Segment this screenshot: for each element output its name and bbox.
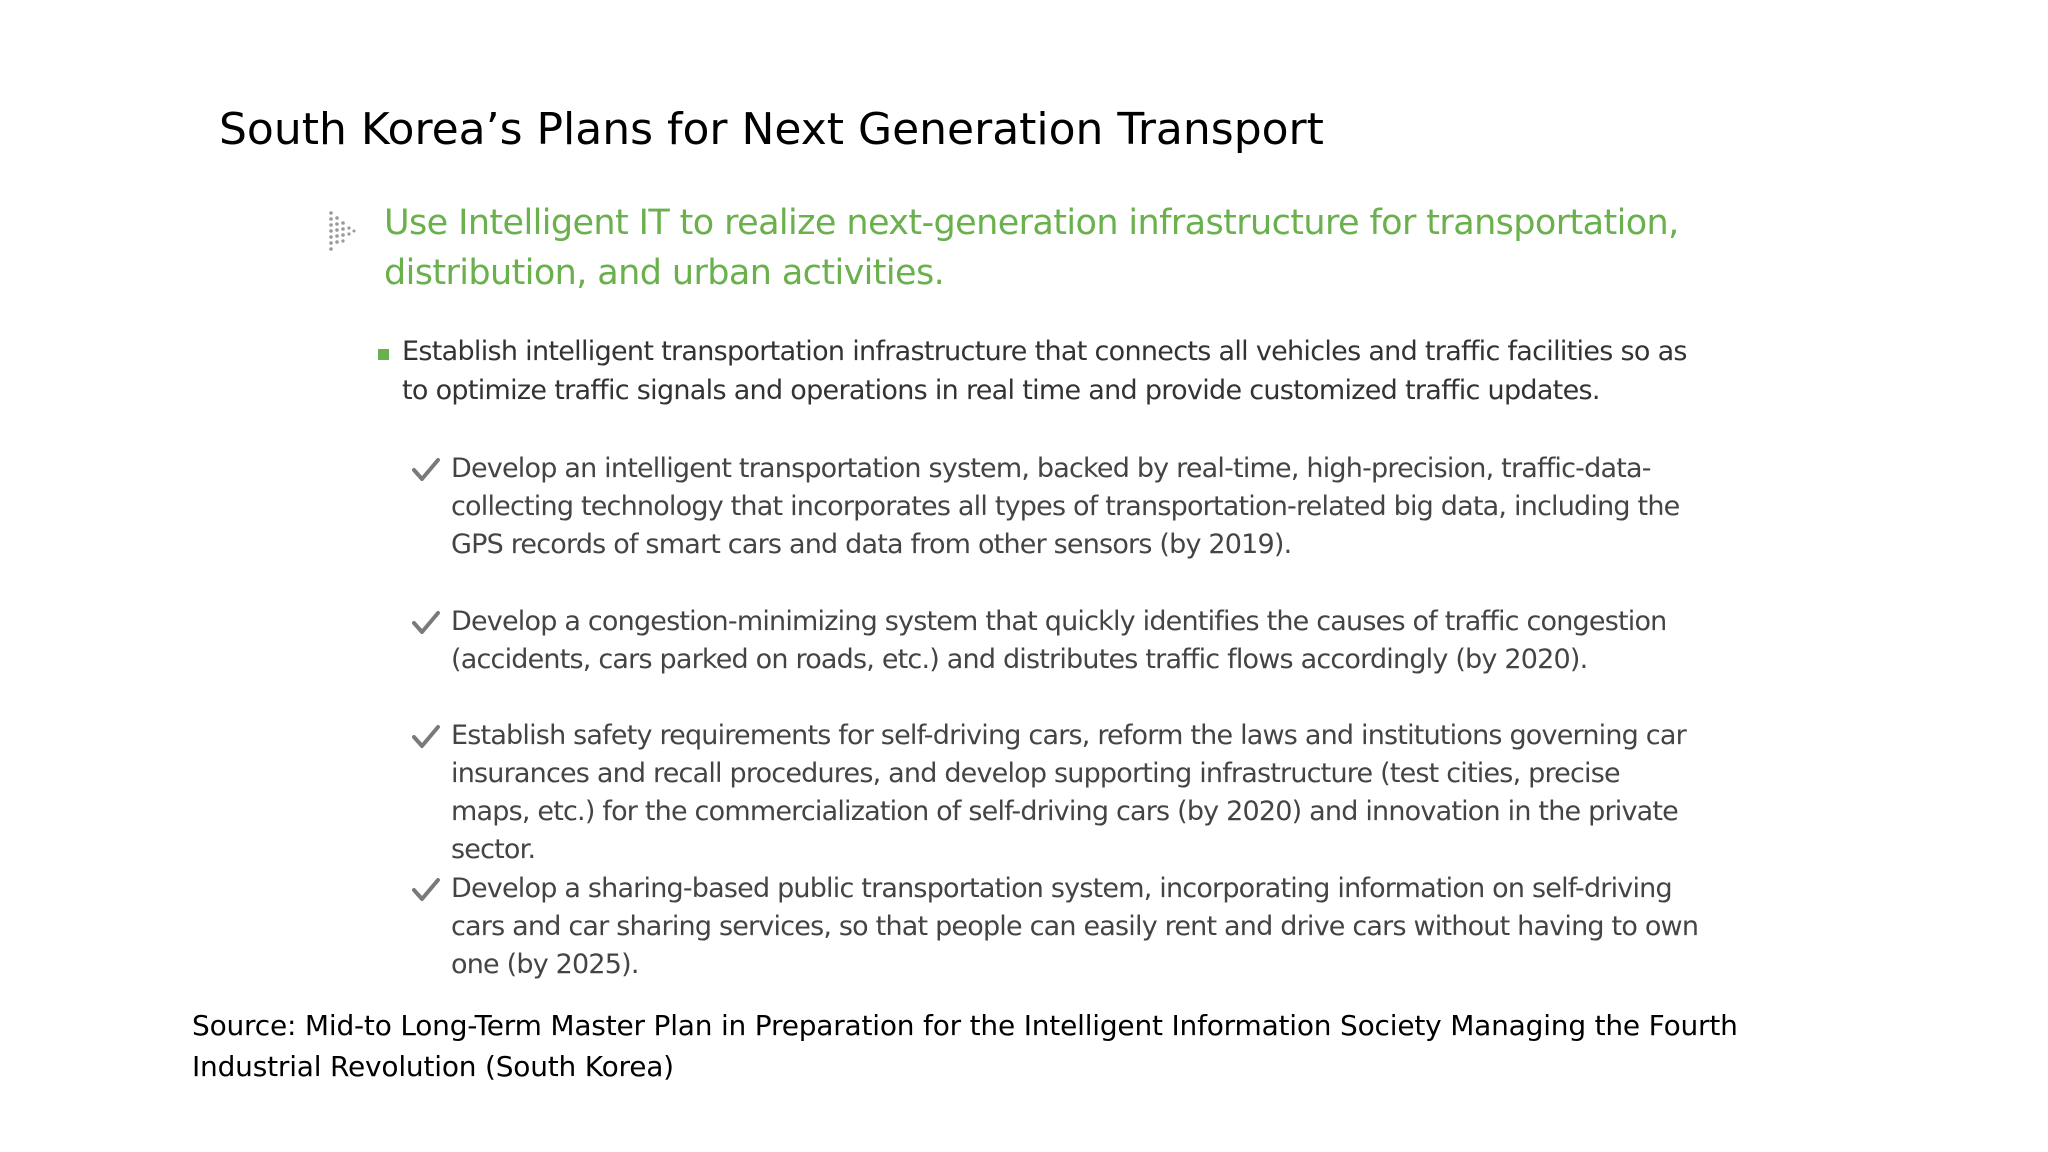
checkmark-icon — [412, 610, 440, 636]
check-item-text: Develop an intelligent transportation system, backed by real-time, high-precision, traffic-data-collecting technology that incorporates all types of transportation-related big data, including the GPS records of smart cars and data from other sensors (by 2019). — [451, 453, 1680, 560]
checkmark-icon — [412, 457, 440, 483]
dotted-triangle-icon — [328, 210, 356, 252]
check-item-text: Establish safety requirements for self-driving cars, reform the laws and institutions governing car insurances and recall procedures, and develop supporting infrastructure (test cities, precise maps, etc.) for the commercialization of self-driving cars (by 2020) and innovation in the private sector. — [451, 720, 1686, 865]
slide-title: South Korea’s Plans for Next Generation Transport — [219, 104, 1324, 155]
square-bullet-icon — [378, 349, 389, 360]
check-item-text: Develop a sharing-based public transportation system, incorporating information on self-driving cars and car sharing services, so that people can easily rent and drive cars without having to own one (by 2025). — [451, 873, 1699, 980]
checkmark-icon — [412, 877, 440, 903]
source-citation: Source: Mid-to Long-Term Master Plan in Preparation for the Intelligent Information Society Managing the Fourth Industrial Revolution (South Korea) — [192, 1009, 1738, 1083]
checkmark-icon — [412, 724, 440, 750]
embedded-figure — [320, 190, 1720, 980]
figure-heading: Use Intelligent IT to realize next-generation infrastructure for transportation, distribution, and urban activities. — [384, 203, 1679, 293]
check-item-text: Develop a congestion-minimizing system that quickly identifies the causes of traffic congestion (accidents, cars parked on roads, etc.) and distributes traffic flows accordingly (by 2020). — [451, 606, 1667, 675]
main-bullet-text: Establish intelligent transportation infrastructure that connects all vehicles and traffic facilities so as to optimize traffic signals and operations in real time and provide customized traffic updates. — [402, 336, 1687, 406]
